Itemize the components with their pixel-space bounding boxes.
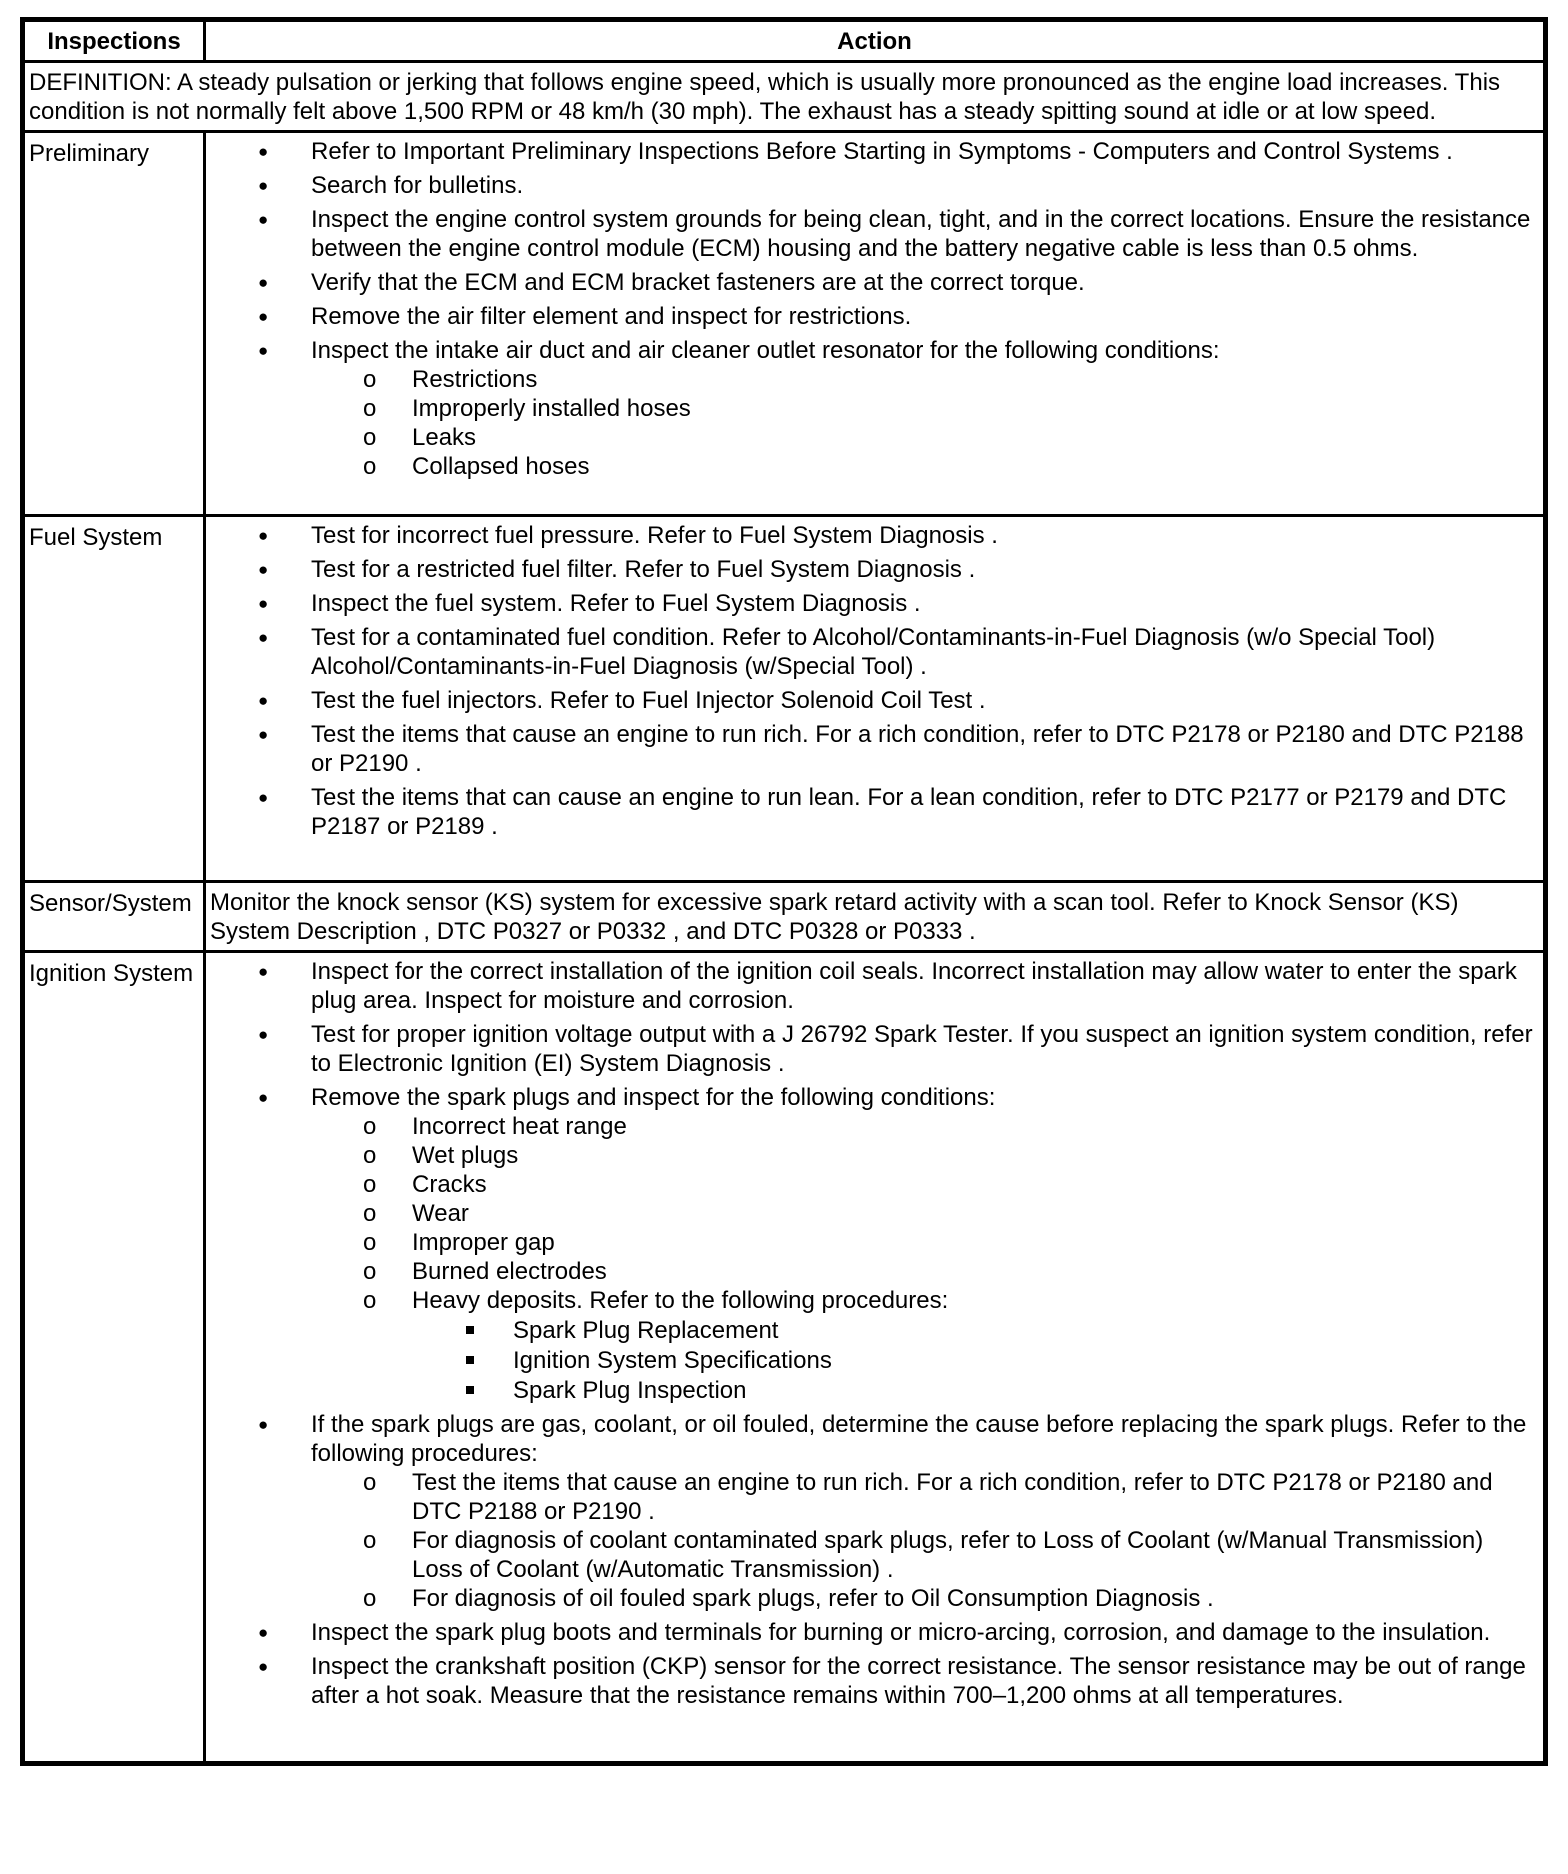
sub-list-item: o Improperly installed hoses [311, 394, 1539, 423]
sub-list [311, 1468, 1539, 1613]
sub-list-item: o Leaks [311, 423, 1539, 452]
list-item: ● Test for a contaminated fuel condition. Refer to Alcohol/Contaminants-in-Fuel Diagnosis (w/o Special Tool) Alcohol/Contaminants-in-Fuel Diagnosis (w/Special Tool) . [206, 623, 1543, 681]
list-item: ● Verify that the ECM and ECM bracket fasteners are at the correct torque. [206, 268, 1543, 297]
definition-text: DEFINITION: A steady pulsation or jerking that follows engine speed, which is usually more pronounced as the engine load increases. This condition is not normally felt above 1,500 RPM or 48 km/h (30 mph). The exhaust has a steady spitting sound at idle or at low speed. [23, 62, 1546, 132]
sub-sub-list [412, 1316, 1539, 1405]
list-item: ● Search for bulletins. [206, 171, 1543, 200]
sub-list [311, 1112, 1539, 1405]
list-item: ● Test for a restricted fuel filter. Refer to Fuel System Diagnosis . [206, 555, 1543, 584]
row-label-preliminary: Preliminary [23, 132, 205, 516]
sub-list-item [311, 1286, 1539, 1405]
sub-sub-list-item: Ignition System Specifications [412, 1346, 1539, 1375]
sub-list-item: o Test the items that cause an engine to run rich. For a rich condition, refer to DTC P2178 or P2180 and DTC P2188 or P2190 . [311, 1468, 1539, 1526]
sub-sub-list-item: Spark Plug Inspection [412, 1376, 1539, 1405]
preliminary-list [206, 137, 1543, 481]
list-item-text: Inspect the intake air duct and air cleaner outlet resonator for the following conditions: [311, 337, 1220, 364]
header-inspections: Inspections [23, 20, 205, 62]
sub-list-item: o For diagnosis of oil fouled spark plugs, refer to Oil Consumption Diagnosis . [311, 1584, 1539, 1613]
list-item: ● Refer to Important Preliminary Inspections Before Starting in Symptoms - Computers and Control Systems . [206, 137, 1543, 166]
list-item: ● Remove the air filter element and inspect for restrictions. [206, 302, 1543, 331]
header-row [23, 20, 1546, 62]
list-item: ● Test for proper ignition voltage output with a J 26792 Spark Tester. If you suspect an ignition system condition, refer to Electronic Ignition (EI) System Diagnosis . [206, 1020, 1543, 1078]
fuel-list [206, 521, 1543, 841]
sub-list-item-text: Heavy deposits. Refer to the following procedures: [412, 1287, 949, 1314]
sub-list-item: o Burned electrodes [311, 1257, 1539, 1286]
list-item [206, 1083, 1543, 1405]
table-row [23, 952, 1546, 1764]
list-item: ● Inspect the crankshaft position (CKP) sensor for the correct resistance. The sensor resistance may be out of range after a hot soak. Measure that the resistance remains within 700–1,200 ohms at all temperatures. [206, 1652, 1543, 1710]
sub-sub-list-item: Spark Plug Replacement [412, 1316, 1539, 1345]
list-item [206, 336, 1543, 481]
list-item: ● Test for incorrect fuel pressure. Refer to Fuel System Diagnosis . [206, 521, 1543, 550]
list-item: ● Inspect the spark plug boots and terminals for burning or micro-arcing, corrosion, and damage to the insulation. [206, 1618, 1543, 1647]
sub-list-item: o Wear [311, 1199, 1539, 1228]
table-row [23, 882, 1546, 952]
sub-list-item: o Improper gap [311, 1228, 1539, 1257]
sub-list-item: o Cracks [311, 1170, 1539, 1199]
row-label-fuel-system: Fuel System [23, 516, 205, 882]
list-item-text: Remove the spark plugs and inspect for the following conditions: [311, 1084, 996, 1111]
sub-list-item: o Restrictions [311, 365, 1539, 394]
list-item: ● Inspect for the correct installation of the ignition coil seals. Incorrect installation may allow water to enter the spark plug area. Inspect for moisture and corrosion. [206, 957, 1543, 1015]
sub-list-item: o Collapsed hoses [311, 452, 1539, 481]
ignition-list [206, 957, 1543, 1710]
sub-list-item: o Wet plugs [311, 1141, 1539, 1170]
sub-list-item: o For diagnosis of coolant contaminated spark plugs, refer to Loss of Coolant (w/Manual Transmission) Loss of Coolant (w/Automatic Transmission) . [311, 1526, 1539, 1584]
sub-list [311, 365, 1539, 481]
list-item: ● Inspect the fuel system. Refer to Fuel System Diagnosis . [206, 589, 1543, 618]
row-label-sensor-system: Sensor/System [23, 882, 205, 952]
list-item: ● Test the fuel injectors. Refer to Fuel Injector Solenoid Coil Test . [206, 686, 1543, 715]
list-item: ● Test the items that cause an engine to run rich. For a rich condition, refer to DTC P2178 or P2180 and DTC P2188 or P2190 . [206, 720, 1543, 778]
diagnostic-table [20, 17, 1548, 1766]
list-item: ● Inspect the engine control system grounds for being clean, tight, and in the correct locations. Ensure the resistance between the engine control module (ECM) housing and the battery negative cable is less than 0.5 ohms. [206, 205, 1543, 263]
list-item [206, 1410, 1543, 1613]
row-action-ignition-system [205, 952, 1546, 1764]
header-action: Action [205, 20, 1546, 62]
sub-list-item: o Incorrect heat range [311, 1112, 1539, 1141]
list-item: ● Test the items that can cause an engine to run lean. For a lean condition, refer to DTC P2177 or P2179 and DTC P2187 or P2189 . [206, 783, 1543, 841]
row-action-sensor-system: Monitor the knock sensor (KS) system for excessive spark retard activity with a scan tool. Refer to Knock Sensor (KS) System Description , DTC P0327 or P0332 , and DTC P0328 or P0333 . [205, 882, 1546, 952]
list-item-text: If the spark plugs are gas, coolant, or oil fouled, determine the cause before replacing the spark plugs. Refer to the following procedures: [311, 1411, 1527, 1467]
row-action-preliminary [205, 132, 1546, 516]
definition-row [23, 62, 1546, 132]
row-action-fuel-system [205, 516, 1546, 882]
table-row [23, 132, 1546, 516]
table-row [23, 516, 1546, 882]
row-label-ignition-system: Ignition System [23, 952, 205, 1764]
